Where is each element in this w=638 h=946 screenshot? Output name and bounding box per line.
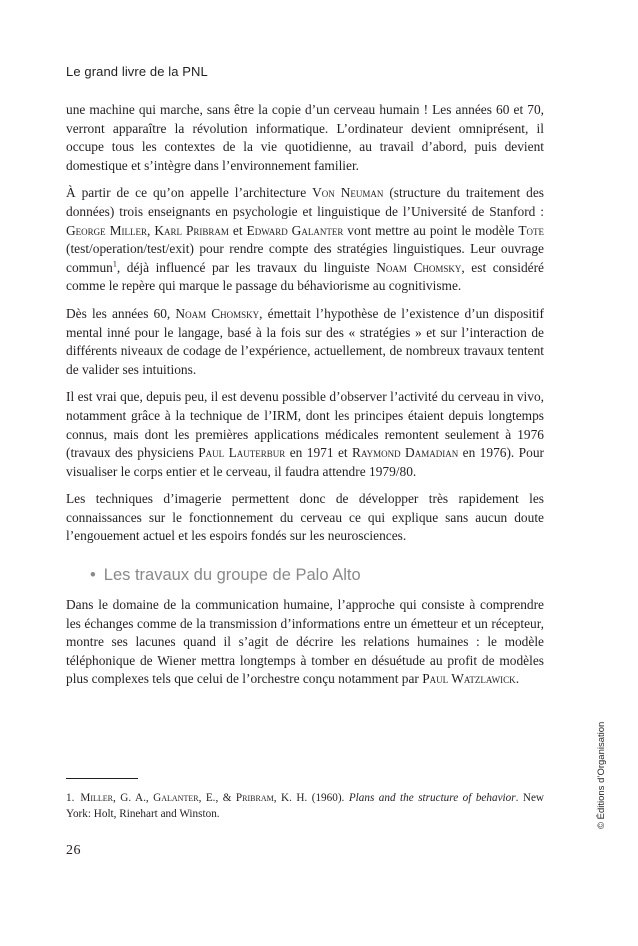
text-run: Dès les années 60, xyxy=(66,305,176,321)
paragraph-2 xyxy=(66,184,544,296)
side-copyright: © Éditions d’Organisation xyxy=(596,721,607,829)
paragraph-1: une machine qui marche, sans être la copie d’un cerveau humain ! Les années 60 et 70, verront apparaître la révolution informatique. L’ordinateur devient omniprésent, il occupe tous les contextes de la vie quotidienne, au travail d’abord, puis devient domestique et s’intègre dans l’environnement familier. xyxy=(66,102,544,173)
bullet-icon: • xyxy=(90,566,96,585)
person-name: Karl Pribram xyxy=(154,222,229,238)
person-name: Edward Galanter xyxy=(246,222,344,238)
text-run: (test/operation/test/exit) pour rendre compte des stratégies linguistiques. Leur ouvrage commun xyxy=(66,241,544,275)
person-name: Paul Watzlawick xyxy=(422,671,516,687)
footnote-authors: Miller, G. A., Galanter, E., & Pribram, K. H. xyxy=(80,792,308,804)
person-name: George Miller xyxy=(66,222,148,238)
person-name: Noam Chomsky xyxy=(376,259,462,275)
paragraph-6 xyxy=(66,596,544,689)
page-number: 26 xyxy=(66,843,81,858)
text-run: , émettait l’hypothèse de l’existence d’un dispositif mental inné pour le langage, basé à la fois sur des « stratégies » et sur l’interaction de différents niveaux de codage de l’expérience, actuellement, de nombreux travaux tentent de valider ses intuitions. xyxy=(66,305,544,377)
paragraph-4 xyxy=(66,388,544,481)
section-heading xyxy=(90,566,544,585)
footnote-number: 1. xyxy=(66,792,75,804)
text-run: (structure du traitement des données) trois enseignants en psychologie et linguistique de l’Université de Stanford : xyxy=(66,185,545,219)
person-name: Paul Lauterbur xyxy=(198,445,286,461)
footnote-year: (1960). xyxy=(307,792,349,804)
footnote-title: Plans and the structure of behavior xyxy=(348,792,516,804)
text-run: À partir de ce qu’on appelle l’architecture xyxy=(66,185,313,201)
text-run: , déjà influencé par les travaux du linguiste xyxy=(116,259,377,275)
running-head: Le grand livre de la PNL xyxy=(66,64,208,79)
person-name: Von Neuman xyxy=(312,185,384,201)
person-name: Raymond Damadian xyxy=(352,445,459,461)
text-run: , xyxy=(147,222,155,238)
paragraph-5: Les techniques d’imagerie permettent donc de développer très rapidement les connaissances sur le fonctionnement du cerveau ce qui explique sans aucun doute l’engouement actuel et les espoirs fondés sur les neurosciences. xyxy=(66,491,544,544)
body-text xyxy=(66,101,544,698)
footnote-ref: 1 xyxy=(112,259,117,269)
paragraph-3 xyxy=(66,305,544,379)
person-name: Noam Chomsky xyxy=(175,305,260,321)
text-run: , est considéré comme le repère qui marque le passage du béhaviorisme au cognitivisme. xyxy=(66,259,545,294)
text-run: Il est vrai que, depuis peu, il est devenu possible d’observer l’activité du cerveau in vivo, notamment grâce à la technique de l’IRM, dont les principes étaient depuis longtemps connus, mais dont les premières applications médicales remontent seulement à 1976 (travaux des physiciens xyxy=(66,389,544,461)
model-name: Tote xyxy=(518,222,544,238)
footnote-divider xyxy=(66,778,138,779)
text-run: en 1976). Pour visualiser le corps entier et le cerveau, il faudra attendre 1979/80. xyxy=(66,445,544,479)
text-run: en 1971 et xyxy=(285,445,353,461)
footnote-publisher: . New York: Holt, Rinehart and Winston. xyxy=(66,792,545,820)
text-run: . xyxy=(515,671,520,687)
text-run: vont mettre au point le modèle xyxy=(343,222,519,238)
text-run: et xyxy=(228,222,247,238)
text-run: Dans le domaine de la communication humaine, l’approche qui consiste à comprendre les échanges comme de la transmission d’informations entre un émetteur et un récepteur, montre ses lacunes quand il s’agit de décrire les relations humaines : le modèle téléphonique de Wiener mettra longtemps à tomber en désuétude au profit de modèles plus complexes tels que celui de l’orchestre conçu notamment par xyxy=(66,597,544,687)
footnote xyxy=(66,790,544,822)
section-title: Les travaux du groupe de Palo Alto xyxy=(103,566,361,585)
